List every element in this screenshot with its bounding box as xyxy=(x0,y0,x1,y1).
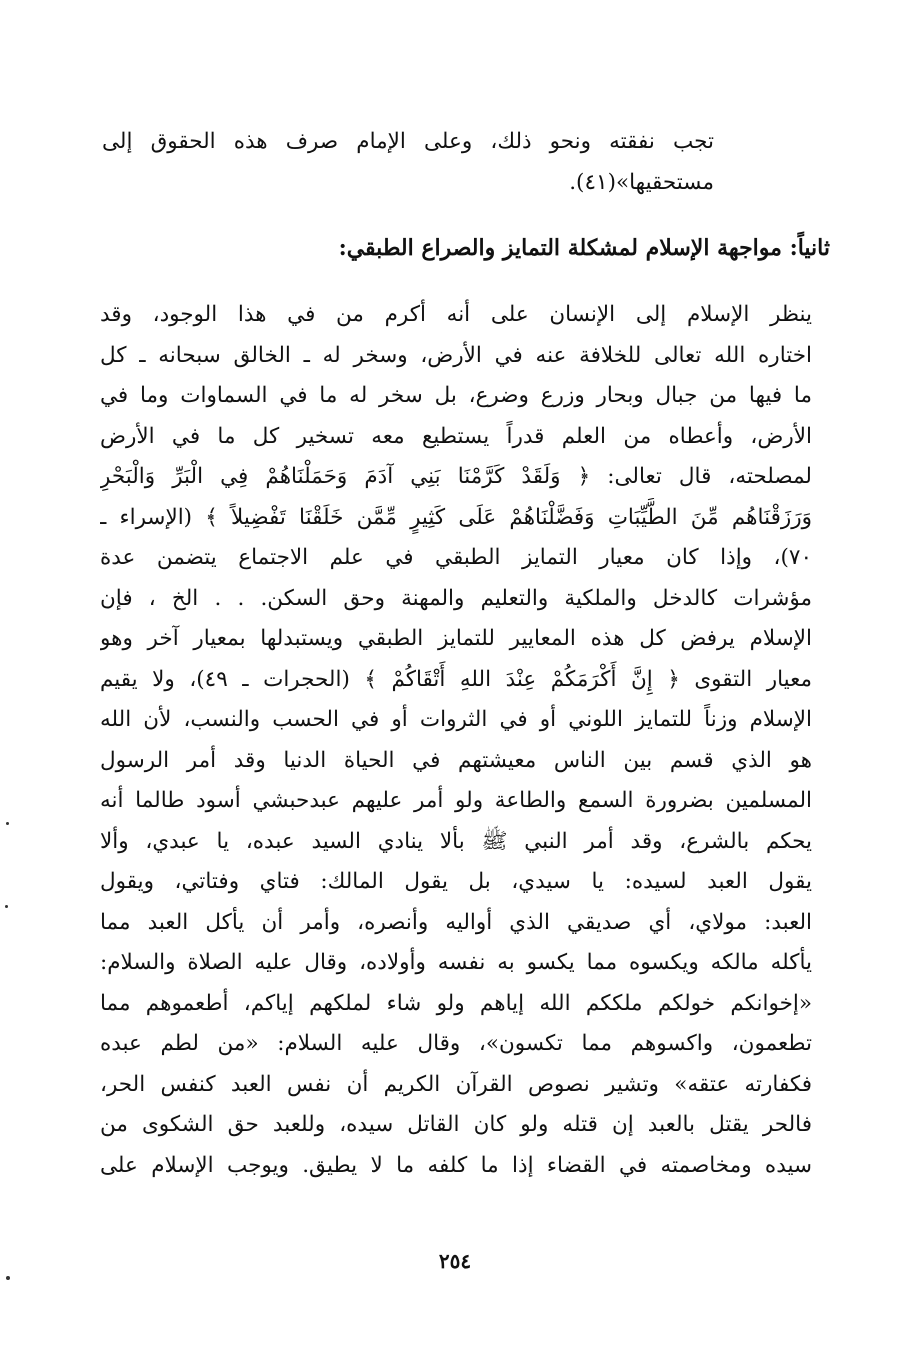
section-heading: ثانياً: مواجهة الإسلام لمشكلة التمايز والصراع الطبقي: xyxy=(338,235,830,261)
text-line: يأكله مالكه ويكسوه مما يكسو به نفسه وأولاده، وقال عليه الصلاة والسلام: xyxy=(100,950,812,975)
text-line: الإسلام وزناً للتمايز اللوني أو في الثروات أو في الحسب والنسب، لأن الله xyxy=(100,707,812,732)
text-line: الإسلام يرفض كل هذه المعايير للتمايز الطبقي ويستبدلها بمعيار آخر وهو xyxy=(100,626,812,651)
continued-paragraph xyxy=(102,122,714,203)
text-line: ٧٠)، وإذا كان معيار التمايز الطبقي في علم الاجتماع يتضمن عدة xyxy=(100,545,812,570)
text-line: هو الذي قسم بين الناس معيشتهم في الحياة الدنيا وقد أمر الرسول xyxy=(100,747,812,773)
text-line: لمصلحته، قال تعالى: ﴿ وَلَقَدْ كَرَّمْنَا بَنِي آدَمَ وَحَمَلْنَاهُمْ فِي الْبَرِّ وَالْبَحْرِ xyxy=(100,464,812,489)
page-number: ٢٥٤ xyxy=(438,1249,472,1273)
text-line: فالحر يقتل بالعبد إن قتله ولو كان القاتل سيده، وللعبد حق الشكوى من xyxy=(100,1112,812,1137)
text-line: تجب نفقته ونحو ذلك، وعلى الإمام صرف هذه الحقوق إلى xyxy=(102,129,714,154)
text-line: الأرض، وأعطاه من العلم قدراً يستطيع معه تسخير كل ما في الأرض xyxy=(100,423,812,449)
text-line: اختاره الله تعالى للخلافة عنه في الأرض، وسخر له ـ الخالق سبحانه ـ كل xyxy=(100,342,812,368)
text-line: تطعمون، واكسوهم مما تكسون»، وقال عليه السلام: «من لطم عبده xyxy=(100,1031,812,1056)
text-line: العبد: مولاي، أي صديقي الذي أواليه وأنصره، وأمر أن يأكل العبد مما xyxy=(100,909,812,935)
scan-speck xyxy=(6,1276,10,1280)
text-line: ينظر الإسلام إلى الإنسان على أنه أكرم من في هذا الوجود، وقد xyxy=(100,302,812,327)
scan-speck xyxy=(6,822,9,825)
scan-speck xyxy=(5,905,8,908)
text-line: فكفارته عتقه» وتشير نصوص القرآن الكريم أن نفس العبد كنفس الحر، xyxy=(100,1071,812,1097)
text-line: ما فيها من جبال وبحار وزرع وضرع، بل سخر له ما في السماوات وما في xyxy=(100,383,812,408)
text-line: يحكم بالشرع، وقد أمر النبي ﷺ بألا ينادي السيد عبده، يا عبدي، وألا xyxy=(100,828,812,854)
text-line: معيار التقوى ﴿ إِنَّ أَكْرَمَكُمْ عِنْدَ اللهِ أَتْقَاكُمْ ﴾ (الحجرات ـ ٤٩)، ولا يقيم xyxy=(100,666,812,692)
text-line: يقول العبد لسيده: يا سيدي، بل يقول المالك: فتاي وفتاتي، ويقول xyxy=(100,869,812,894)
text-line: «إخوانكم خولكم ملككم الله إياهم ولو شاء لملكهم إياكم، أطعموهم مما xyxy=(100,990,812,1016)
text-line: مستحقيها»(٤١). xyxy=(569,169,714,195)
text-line: سيده ومخاصمته في القضاء إذا ما كلفه ما لا يطيق. ويوجب الإسلام على xyxy=(100,1152,812,1178)
text-line: المسلمين بضرورة السمع والطاعة ولو أمر عليهم عبدحبشي أسود طالما أنه xyxy=(100,788,812,813)
text-line: وَرَزَقْنَاهُم مِّنَ الطَّيِّبَاتِ وَفَضَّلْنَاهُمْ عَلَى كَثِيرٍ مِّمَّن خَلَقْنَا تَفْضِيلاً ﴾ (الإسراء ـ xyxy=(100,504,812,530)
text-line: مؤشرات كالدخل والملكية والتعليم والمهنة وحق السكن. . . الخ ، فإن xyxy=(100,585,812,611)
body-paragraph xyxy=(100,295,812,1186)
